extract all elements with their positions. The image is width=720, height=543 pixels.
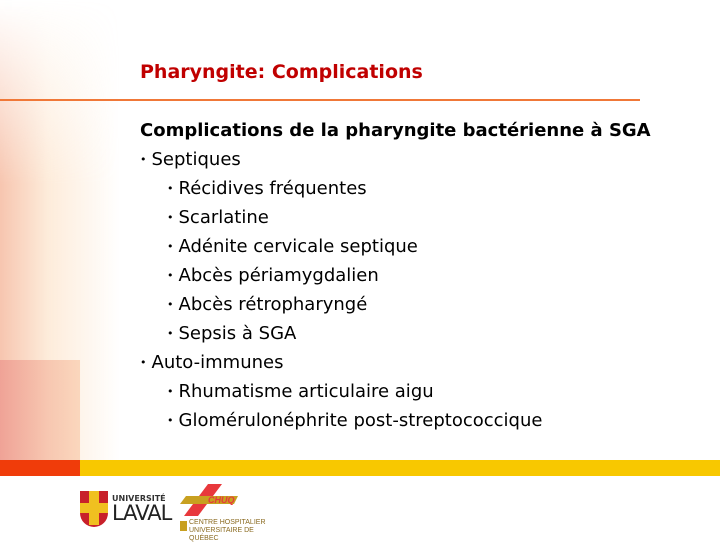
- bullet-icon: •: [167, 327, 174, 340]
- title-divider: [0, 99, 640, 101]
- chuq-logo-text: CHUQ: [208, 495, 235, 505]
- bullet-item: [140, 377, 680, 406]
- universite-laval-logo: [80, 491, 171, 527]
- bullet-text: Scarlatine: [178, 207, 269, 228]
- bullet-item: [140, 290, 680, 319]
- bullet-item: [140, 348, 680, 377]
- content-heading: Complications de la pharyngite bactérienne à SGA: [140, 120, 651, 141]
- bullet-text: Adénite cervicale septique: [178, 236, 418, 257]
- bullet-icon: •: [167, 385, 174, 398]
- bullet-list: [140, 145, 680, 435]
- laval-logo-line1: UNIVERSITÉ: [112, 493, 166, 503]
- bullet-item: [140, 203, 680, 232]
- bullet-icon: •: [167, 240, 174, 253]
- bullet-text: Rhumatisme articulaire aigu: [178, 381, 434, 402]
- bullet-text: Abcès rétropharyngé: [178, 294, 368, 315]
- footer-bar-yellow: [80, 460, 720, 476]
- bullet-icon: •: [167, 269, 174, 282]
- bullet-icon: •: [167, 182, 174, 195]
- bullet-text: Abcès périamygdalien: [178, 265, 379, 286]
- bullet-item: [140, 232, 680, 261]
- bullet-item: [140, 319, 680, 348]
- bullet-icon: •: [140, 153, 147, 166]
- laval-shield-icon: [80, 491, 108, 527]
- bullet-icon: •: [140, 356, 147, 369]
- bullet-text: Sepsis à SGA: [178, 323, 297, 344]
- bullet-icon: •: [167, 211, 174, 224]
- slide-content: [140, 119, 680, 435]
- bullet-icon: •: [167, 298, 174, 311]
- bullet-item: [140, 174, 680, 203]
- laval-logo-line2: LAVAL: [112, 500, 172, 525]
- chuq-logo: [178, 482, 250, 518]
- bullet-text: Récidives fréquentes: [178, 178, 367, 199]
- slide-title: Pharyngite: Complications: [140, 61, 423, 83]
- bullet-item: [140, 406, 680, 435]
- bullet-item: [140, 261, 680, 290]
- chuq-emblem-icon: [180, 521, 187, 531]
- bullet-icon: •: [167, 414, 174, 427]
- bullet-text: Glomérulonéphrite post-streptococcique: [178, 410, 543, 431]
- footer-bar-red: [0, 460, 80, 476]
- bullet-text: Septiques: [151, 149, 241, 170]
- background-glow-lower: [0, 360, 80, 460]
- bullet-text: Auto-immunes: [151, 352, 284, 373]
- chuq-logo-subtext: CENTRE HOSPITALIER UNIVERSITAIRE DE QUÉBEC: [189, 519, 266, 542]
- bullet-item: [140, 145, 680, 174]
